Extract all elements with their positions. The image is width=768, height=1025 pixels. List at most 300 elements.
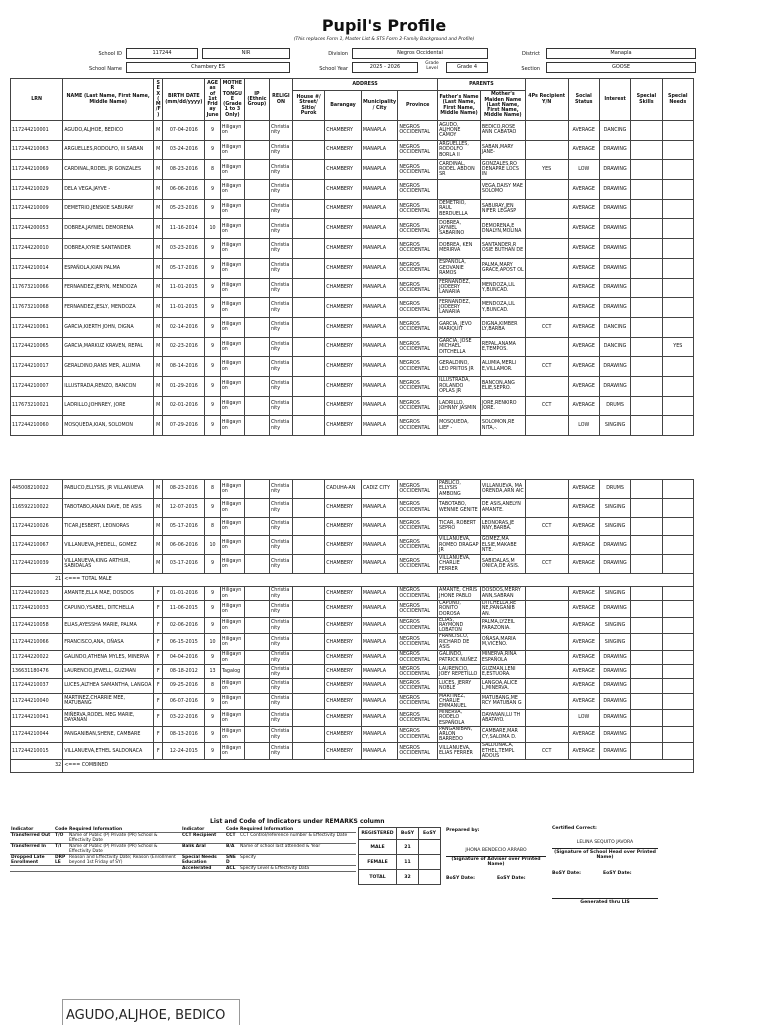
cell-social-status: AVERAGE: [568, 517, 599, 536]
legend-h-required: Required Information: [68, 827, 181, 833]
cell-province: NEGROS OCCIDENTAL: [398, 396, 438, 416]
col-mother-tongue: MOTHER TONGUE (Grade 1 to 3 Only): [220, 79, 244, 121]
cell-needs: [662, 665, 693, 679]
table-row: [11, 199, 694, 219]
cell-social-status: AVERAGE: [568, 693, 599, 710]
registry-h-eosy: EoSY: [419, 828, 441, 840]
cell-4ps: [525, 665, 568, 679]
registry-eosy: [419, 840, 441, 855]
cell-ip: [244, 710, 269, 727]
registry-label: MALE: [359, 840, 397, 855]
table-row: [11, 337, 694, 357]
cell-mother: DOSDOS,MERRY ANN,SABRAN: [480, 586, 525, 600]
cell-name: VILLANUEVA,ETHEL SALDONACA: [63, 743, 154, 760]
col-ip: IP (Ethnic Group): [244, 79, 269, 121]
cell-house: [292, 743, 324, 760]
cell-barangay: CHAMBERY: [325, 317, 362, 337]
col-lrn: LRN: [11, 79, 63, 121]
cell-birth: 03-24-2016: [163, 140, 205, 160]
cell-skills: [631, 219, 662, 239]
cell-sex: M: [154, 317, 163, 337]
cell-skills: [631, 239, 662, 259]
cell-house: [292, 710, 324, 727]
registry-row: [359, 840, 441, 855]
cell-province: NEGROS OCCIDENTAL: [398, 710, 438, 727]
cell-mother: BANCON,ANG ELIE,SEPRO.: [480, 376, 525, 396]
cell-municipality: MANAPLA: [361, 498, 398, 517]
cell-interest: SINGING: [599, 634, 630, 651]
cell-skills: [631, 160, 662, 180]
cell-lrn: 117244210040: [11, 693, 63, 710]
cell-religion: Christianity: [269, 337, 292, 357]
cell-father: ELIAS, RAYMOND LOBATON: [438, 617, 481, 634]
cell-interest: DRAWING: [599, 651, 630, 665]
table-row: [11, 726, 694, 743]
table-row: [11, 517, 694, 536]
cell-skills: [631, 665, 662, 679]
cell-needs: [662, 536, 693, 555]
col-father: Father's Name (Last Name, First Name, Middle Name): [438, 91, 481, 121]
cell-sex: M: [154, 180, 163, 200]
cell-4ps: [525, 726, 568, 743]
prepared-by-label: Prepared by:: [446, 828, 480, 833]
cell-mother-tongue: Hiligaynon: [220, 601, 244, 618]
cell-religion: Christianity: [269, 651, 292, 665]
cell-birth: 02-01-2016: [163, 396, 205, 416]
cell-house: [292, 634, 324, 651]
division-label: Division: [328, 51, 348, 57]
cell-lrn: 117244210039: [11, 555, 63, 574]
cell-barangay: CHAMBERY: [325, 160, 362, 180]
cell-province: NEGROS OCCIDENTAL: [398, 536, 438, 555]
cell-interest: DRAWING: [599, 357, 630, 377]
cell-mother-tongue: Hiligaynon: [220, 693, 244, 710]
cell-skills: [631, 536, 662, 555]
cell-social-status: AVERAGE: [568, 278, 599, 298]
cell-4ps: [525, 337, 568, 357]
registry-row: [359, 870, 441, 885]
col-sex: SEX (M/F): [154, 79, 163, 121]
table-row: [11, 219, 694, 239]
cell-birth: 06-15-2015: [163, 634, 205, 651]
cell-needs: [662, 298, 693, 318]
cell-skills: [631, 617, 662, 634]
cell-religion: Christianity: [269, 258, 292, 278]
cell-name: PABLICO,ELLYSIS, JR VILLANUEVA: [63, 480, 154, 499]
cell-barangay: CHAMBERY: [325, 219, 362, 239]
col-social-status: Social Status: [568, 79, 599, 121]
cell-lrn: 117244210033: [11, 601, 63, 618]
cell-mother-tongue: Hiligaynon: [220, 396, 244, 416]
cell-mother-tongue: Hiligaynon: [220, 140, 244, 160]
cell-ip: [244, 258, 269, 278]
cell-mother-tongue: Tagalog: [220, 665, 244, 679]
cell-mother: PALMA,MARY GRACE,APOST OL: [480, 258, 525, 278]
cell-house: [292, 278, 324, 298]
cell-province: NEGROS OCCIDENTAL: [398, 651, 438, 665]
legend-row: [10, 844, 356, 855]
cell-province: NEGROS OCCIDENTAL: [398, 376, 438, 396]
cell-mother-tongue: Hiligaynon: [220, 586, 244, 600]
cell-birth: 01-29-2016: [163, 376, 205, 396]
cell-name: FRANCISCO,ANA, OÑASA: [63, 634, 154, 651]
cell-needs: [662, 160, 693, 180]
cell-4ps: [525, 710, 568, 727]
cell-needs: [662, 180, 693, 200]
cell-house: [292, 258, 324, 278]
cell-province: NEGROS OCCIDENTAL: [398, 357, 438, 377]
page-title: Pupil's Profile: [321, 16, 447, 35]
region-field: NIR: [202, 48, 290, 59]
col-municipality: Municipality / City: [361, 91, 398, 121]
school-head-caption: (Signature of School Head over Printed Name): [554, 850, 656, 860]
cell-mother-tongue: Hiligaynon: [220, 617, 244, 634]
cell-4ps: [525, 278, 568, 298]
cell-4ps: [525, 298, 568, 318]
adviser-caption: (Signature of Adviser over Printed Name): [451, 857, 541, 867]
cell-name: ILLUSTRADA,RENZO, BANCON: [63, 376, 154, 396]
cell-lrn: 117244220010: [11, 239, 63, 259]
cell-social-status: AVERAGE: [568, 376, 599, 396]
cell-sex: M: [154, 258, 163, 278]
cell-sex: F: [154, 665, 163, 679]
cell-ip: [244, 679, 269, 693]
cell-birth: 11-01-2015: [163, 298, 205, 318]
col-4ps: 4Ps Recipient Y/N: [525, 79, 568, 121]
cell-mother-tongue: Hiligaynon: [220, 743, 244, 760]
cell-name: GALINDO,ATHENA MYLES, MINERVA: [63, 651, 154, 665]
cell-mother-tongue: Hiligaynon: [220, 498, 244, 517]
col-house: House #/ Street/ Sitio/ Purok: [292, 91, 324, 121]
table-row: [11, 536, 694, 555]
table-row: [11, 743, 694, 760]
cell-interest: DANCING: [599, 121, 630, 141]
cell-age: 10: [205, 536, 221, 555]
cell-birth: 08-18-2012: [163, 665, 205, 679]
cell-interest: DRUMS: [599, 396, 630, 416]
cell-barangay: CHAMBERY: [325, 517, 362, 536]
cell-religion: Christianity: [269, 726, 292, 743]
cell-barangay: CHAMBERY: [325, 536, 362, 555]
cell-sex: F: [154, 726, 163, 743]
cell-social-status: AVERAGE: [568, 634, 599, 651]
grade-level-label: Grade Level: [425, 61, 439, 71]
legend-left-ind: Dropped Late Enrollment: [10, 855, 54, 866]
cell-sex: M: [154, 480, 163, 499]
head-bosy-date: BoSY Date:: [552, 871, 581, 876]
cell-needs: [662, 586, 693, 600]
cell-house: [292, 586, 324, 600]
cell-father: AMANTE, CHRIS JHONE PABLO: [438, 586, 481, 600]
cell-province: NEGROS OCCIDENTAL: [398, 258, 438, 278]
col-mother: Mother's Maiden Name (Last Name, First Name, Middle Name): [480, 91, 525, 121]
table-row: [11, 121, 694, 141]
cell-mother: DE ASIS,ANELYN AMANTE.: [480, 498, 525, 517]
cell-lrn: 445008210022: [11, 480, 63, 499]
cell-province: NEGROS OCCIDENTAL: [398, 278, 438, 298]
cell-mother-tongue: Hiligaynon: [220, 219, 244, 239]
cell-4ps: [525, 258, 568, 278]
cell-birth: 08-23-2016: [163, 160, 205, 180]
cell-father: [438, 180, 481, 200]
cell-religion: Christianity: [269, 396, 292, 416]
cell-4ps: [525, 586, 568, 600]
cell-mother-tongue: Hiligaynon: [220, 726, 244, 743]
cell-age: 9: [205, 317, 221, 337]
cell-mother: SOLOMON,RE NITA,-.: [480, 416, 525, 436]
cell-name: CAPUNO,YSABEL, DITCHELLA: [63, 601, 154, 618]
cell-needs: [662, 480, 693, 499]
cell-mother: SANTANDER,R OSIE BUTHAN DE: [480, 239, 525, 259]
cell-social-status: AVERAGE: [568, 258, 599, 278]
cell-birth: 04-04-2016: [163, 651, 205, 665]
cell-birth: 08-13-2016: [163, 726, 205, 743]
table-row: [11, 693, 694, 710]
cell-ip: [244, 586, 269, 600]
cell-ip: [244, 665, 269, 679]
cell-barangay: CHAMBERY: [325, 121, 362, 141]
cell-4ps: [525, 480, 568, 499]
cell-house: [292, 555, 324, 574]
cell-interest: DRAWING: [599, 726, 630, 743]
legend-right-req: Specify Level & Effectivity Data: [239, 866, 356, 872]
cell-municipality: MANAPLA: [361, 219, 398, 239]
cell-name: DOBREA,KYRIE SANTANDER: [63, 239, 154, 259]
cell-interest: DRAWING: [599, 693, 630, 710]
cell-birth: 05-17-2016: [163, 258, 205, 278]
cell-religion: Christianity: [269, 160, 292, 180]
cell-needs: [662, 517, 693, 536]
table-row: [11, 160, 694, 180]
cell-lrn: 117673210068: [11, 298, 63, 318]
cell-municipality: MANAPLA: [361, 160, 398, 180]
school-head-name: LELINA SEQUITO JAVORA: [576, 840, 634, 845]
cell-age: 10: [205, 219, 221, 239]
cell-birth: 03-22-2016: [163, 710, 205, 727]
school-id-label: School ID: [98, 51, 122, 57]
cell-interest: DRAWING: [599, 536, 630, 555]
cell-barangay: CHAMBERY: [325, 357, 362, 377]
cell-birth: 09-25-2016: [163, 679, 205, 693]
cell-name: LAURENCIO,JEWELL, GUZMAN: [63, 665, 154, 679]
cell-religion: Christianity: [269, 517, 292, 536]
cell-barangay: CHAMBERY: [325, 298, 362, 318]
legend-row: [10, 855, 356, 866]
cell-lrn: 117244210001: [11, 121, 63, 141]
cell-province: NEGROS OCCIDENTAL: [398, 693, 438, 710]
cell-needs: [662, 693, 693, 710]
cell-father: FRANCISCO, RICHARD DE ASIS: [438, 634, 481, 651]
cell-social-status: LOW: [568, 416, 599, 436]
cell-name: TICAR,JESBERT, LEONORAS: [63, 517, 154, 536]
cell-mother-tongue: Hiligaynon: [220, 298, 244, 318]
division-field: Negros Occidental: [352, 48, 488, 59]
cell-ip: [244, 601, 269, 618]
cell-municipality: MANAPLA: [361, 743, 398, 760]
cell-barangay: CHAMBERY: [325, 726, 362, 743]
cell-municipality: MANAPLA: [361, 180, 398, 200]
cell-lrn: 117244210023: [11, 586, 63, 600]
cell-needs: [662, 679, 693, 693]
cell-province: NEGROS OCCIDENTAL: [398, 517, 438, 536]
cell-municipality: MANAPLA: [361, 416, 398, 436]
cell-skills: [631, 480, 662, 499]
cell-name: MARTINEZ,CHARRIE MEE, MATUBANG: [63, 693, 154, 710]
cell-4ps: [525, 498, 568, 517]
cell-name: DEMETRIO,JENSKIE SABURAY: [63, 199, 154, 219]
table-row: [11, 480, 694, 499]
legend-table: [10, 827, 356, 872]
cell-lrn: 117244220022: [11, 651, 63, 665]
cell-age: 9: [205, 726, 221, 743]
table-row: [11, 416, 694, 436]
cell-lrn: 117244210029: [11, 180, 63, 200]
legend-right-ind: Accelerated: [181, 866, 225, 872]
cell-ip: [244, 651, 269, 665]
cell-needs: [662, 258, 693, 278]
cell-interest: DRAWING: [599, 298, 630, 318]
cell-municipality: CADIZ CITY: [361, 480, 398, 499]
cell-father: TABOTABO, WENNIE GENITE: [438, 498, 481, 517]
cell-mother: GOMEZ,MA ELSIE,MAKABE NTE.: [480, 536, 525, 555]
legend-left-ind: [10, 866, 54, 872]
cell-mother-tongue: Hiligaynon: [220, 376, 244, 396]
cell-4ps: [525, 219, 568, 239]
cell-age: 10: [205, 634, 221, 651]
cell-needs: [662, 121, 693, 141]
cell-mother-tongue: Hiligaynon: [220, 536, 244, 555]
cell-social-status: AVERAGE: [568, 679, 599, 693]
legend-left-req: Reason and Effectivity Date; Reason (Enrollment beyond 1st Friday of SY): [68, 855, 181, 866]
cell-barangay: CHAMBERY: [325, 586, 362, 600]
cell-house: [292, 726, 324, 743]
cell-age: 9: [205, 199, 221, 219]
cell-mother: DAYANAN,LU TH ABATAYO.: [480, 710, 525, 727]
table-row: [11, 651, 694, 665]
cell-skills: [631, 555, 662, 574]
cell-name: DOBREA,JAYNIEL DEMORENA: [63, 219, 154, 239]
adviser-name: JHONA BENDECIO ARRABO: [465, 848, 527, 853]
legend-left-code: T/I: [54, 844, 68, 855]
cell-mother-tongue: Hiligaynon: [220, 555, 244, 574]
cell-mother-tongue: Hiligaynon: [220, 160, 244, 180]
cell-age: 9: [205, 180, 221, 200]
cell-name: TABOTABO,ANAN DAVE, DE ASIS: [63, 498, 154, 517]
legend-row: [10, 833, 356, 844]
cell-sex: M: [154, 555, 163, 574]
cell-father: DEMETRIO, RAUL BERDUELLA: [438, 199, 481, 219]
cell-lrn: 136631180476: [11, 665, 63, 679]
cell-municipality: MANAPLA: [361, 726, 398, 743]
cell-sex: M: [154, 536, 163, 555]
cell-name: AGUDO,ALJHOE, BEDICO: [63, 121, 154, 141]
col-interest: Interest: [599, 79, 630, 121]
cell-religion: Christianity: [269, 634, 292, 651]
pupil-table-bottom: [10, 479, 694, 773]
cell-interest: DRAWING: [599, 258, 630, 278]
cell-house: [292, 601, 324, 618]
pupil-table-top: [10, 78, 694, 436]
cell-sex: M: [154, 376, 163, 396]
cell-needs: [662, 710, 693, 727]
cell-mother-tongue: Hiligaynon: [220, 480, 244, 499]
school-id-field: 117244: [126, 48, 198, 59]
cell-lrn: 117244210058: [11, 617, 63, 634]
cell-religion: Christianity: [269, 743, 292, 760]
cell-social-status: AVERAGE: [568, 199, 599, 219]
legend-h-code-2: Code: [226, 827, 239, 832]
cell-father: ARGUELLES, RODOLFO BORLA II: [438, 140, 481, 160]
cell-social-status: LOW: [568, 710, 599, 727]
cell-social-status: AVERAGE: [568, 726, 599, 743]
cell-4ps: CCT: [525, 743, 568, 760]
cell-province: NEGROS OCCIDENTAL: [398, 634, 438, 651]
cell-sex: F: [154, 617, 163, 634]
cell-ip: [244, 617, 269, 634]
cell-religion: Christianity: [269, 121, 292, 141]
cell-father: FERNANDEZ, JODEERY LANARIA: [438, 278, 481, 298]
name-snippet: AGUDO,ALJHOE, BEDICO: [62, 999, 240, 1025]
registry-bosy: 11: [397, 855, 419, 870]
cell-interest: DRAWING: [599, 239, 630, 259]
cell-social-status: AVERAGE: [568, 239, 599, 259]
cell-4ps: [525, 199, 568, 219]
cell-municipality: MANAPLA: [361, 298, 398, 318]
cell-needs: [662, 617, 693, 634]
cell-province: NEGROS OCCIDENTAL: [398, 199, 438, 219]
table-row: [11, 665, 694, 679]
table-row: [11, 679, 694, 693]
cell-skills: [631, 258, 662, 278]
cell-birth: 03-23-2016: [163, 239, 205, 259]
cell-skills: [631, 357, 662, 377]
cell-municipality: MANAPLA: [361, 665, 398, 679]
cell-municipality: MANAPLA: [361, 239, 398, 259]
cell-barangay: CHAMBERY: [325, 258, 362, 278]
cell-ip: [244, 376, 269, 396]
cell-4ps: [525, 140, 568, 160]
cell-needs: YES: [662, 337, 693, 357]
cell-province: NEGROS OCCIDENTAL: [398, 617, 438, 634]
cell-religion: Christianity: [269, 199, 292, 219]
cell-age: 9: [205, 601, 221, 618]
cell-house: [292, 317, 324, 337]
cell-house: [292, 180, 324, 200]
legend-right-req: Name of school last attended & Year: [239, 844, 356, 855]
cell-barangay: CHAMBERY: [325, 376, 362, 396]
cell-needs: [662, 199, 693, 219]
cell-ip: [244, 199, 269, 219]
adviser-bosy-date: BoSY Date:: [446, 876, 475, 881]
cell-lrn: 117673210021: [11, 396, 63, 416]
cell-social-status: AVERAGE: [568, 357, 599, 377]
cell-municipality: MANAPLA: [361, 555, 398, 574]
cell-province: NEGROS OCCIDENTAL: [398, 416, 438, 436]
cell-house: [292, 617, 324, 634]
registry-label: TOTAL: [359, 870, 397, 885]
legend-right-code: SNE D: [225, 855, 239, 866]
cell-needs: [662, 498, 693, 517]
cell-province: NEGROS OCCIDENTAL: [398, 337, 438, 357]
cell-needs: [662, 239, 693, 259]
registry-bosy: 32: [397, 870, 419, 885]
cell-sex: F: [154, 679, 163, 693]
legend-title: List and Code of Indicators under REMARKS column: [210, 818, 385, 825]
cell-4ps: [525, 601, 568, 618]
cell-house: [292, 357, 324, 377]
cell-barangay: CHAMBERY: [325, 710, 362, 727]
cell-age: 9: [205, 555, 221, 574]
